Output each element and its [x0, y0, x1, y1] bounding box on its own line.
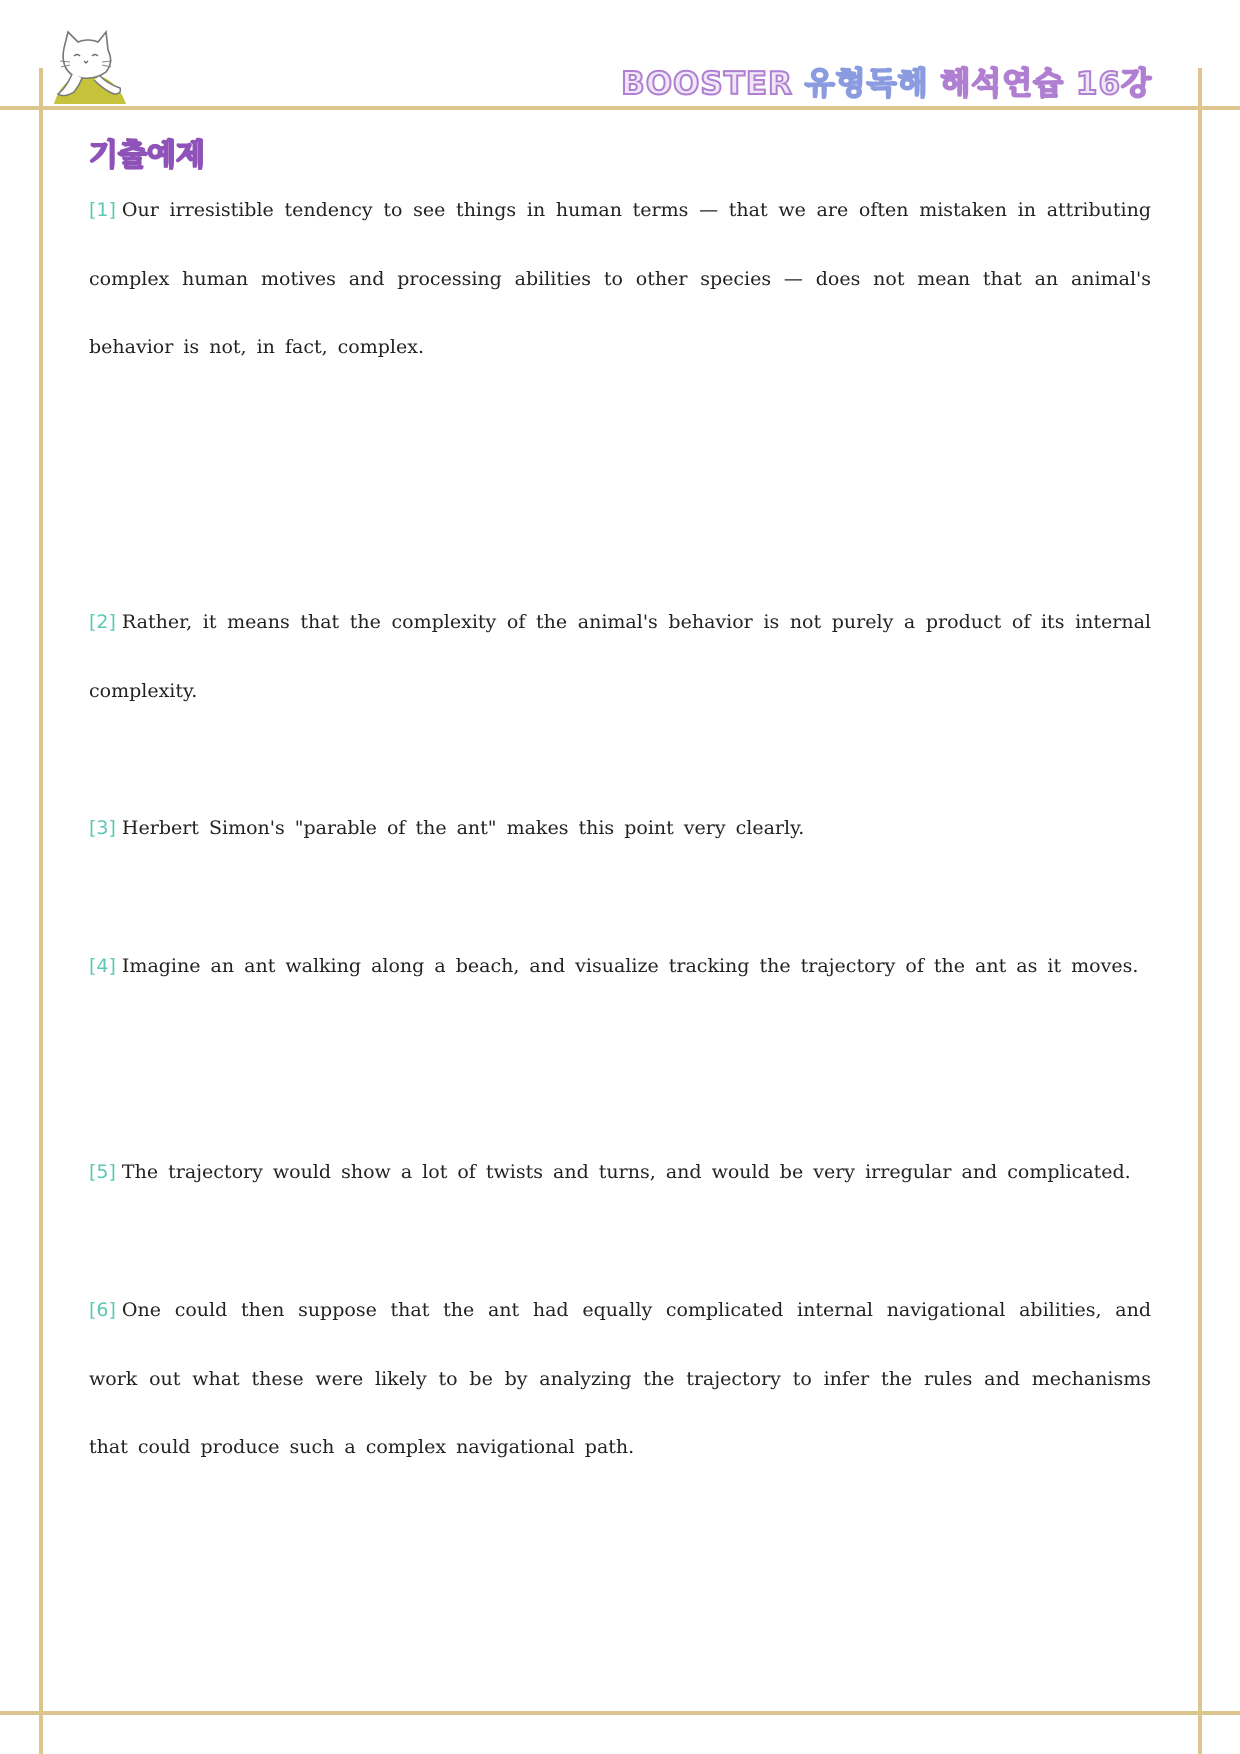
left-border — [39, 68, 43, 1754]
header-lesson: 해석연습 16강 — [940, 66, 1152, 102]
paragraph-number: [3] — [89, 817, 116, 839]
paragraph-text: Rather, it means that the complexity of the animal's behavior is not purely a product of its internal complexity. — [89, 611, 1151, 702]
right-border — [1198, 68, 1202, 1754]
paragraph-6 — [89, 1276, 1151, 1482]
section-title: 기출예제 — [89, 138, 205, 173]
paragraph-5 — [89, 1138, 1151, 1207]
paragraph-number: [1] — [89, 199, 116, 221]
paragraph-1 — [89, 176, 1151, 382]
paragraph-4 — [89, 932, 1151, 1001]
paragraph-number: [2] — [89, 611, 116, 633]
top-divider — [0, 106, 1240, 110]
paragraph-text: The trajectory would show a lot of twists and turns, and would be very irregular and complicated. — [121, 1161, 1131, 1183]
paragraph-number: [4] — [89, 955, 116, 977]
cat-logo-icon — [44, 28, 134, 104]
header-brand: BOOSTER — [621, 66, 793, 102]
header-subject: 유형독해 — [804, 66, 929, 102]
bottom-divider — [0, 1711, 1240, 1715]
paragraph-number: [5] — [89, 1161, 116, 1183]
paragraph-2 — [89, 588, 1151, 725]
header-title — [621, 58, 1152, 103]
paragraph-number: [6] — [89, 1299, 116, 1321]
paragraph-text: One could then suppose that the ant had equally complicated internal navigational abilities, and work out what these were likely to be by analyzing the trajectory to infer the rules and mechanisms that could produce such a complex navigational path. — [89, 1299, 1151, 1458]
paragraph-text: Herbert Simon's "parable of the ant" makes this point very clearly. — [121, 817, 805, 839]
paragraph-text: Our irresistible tendency to see things in human terms — that we are often mistaken in attributing complex human motives and processing abilities to other species — does not mean that an animal's behavior is not, in fact, complex. — [89, 199, 1151, 358]
paragraph-text: Imagine an ant walking along a beach, and visualize tracking the trajectory of the ant as it moves. — [121, 955, 1139, 977]
paragraph-3 — [89, 794, 1151, 863]
